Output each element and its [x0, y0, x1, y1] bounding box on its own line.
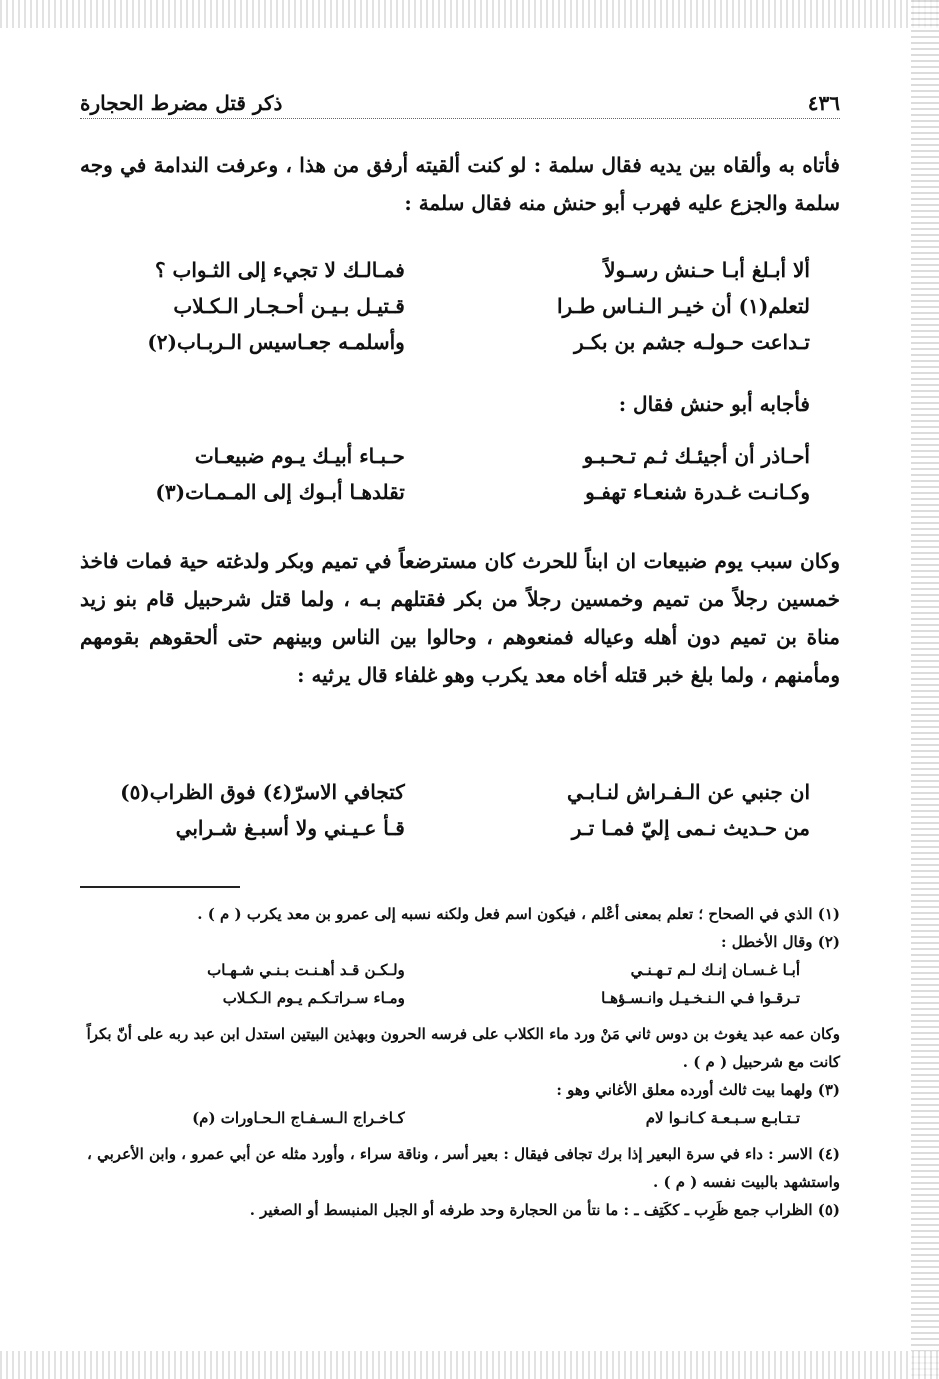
footnote-2-intro: (٢) وقال الأخطل : [720, 933, 840, 951]
decorative-border-top [0, 0, 939, 28]
hemistich-second: كتجافي الاسرّ(٤) فوق الظراب(٥) [120, 780, 405, 804]
decorative-border-bottom [0, 1351, 939, 1379]
footnote-2-note: وكان عمه عبد يغوث بن دوس ثاني مَنْ ورد ماء الكلاب على فرسه الحرون وبهذين البيتين استدل ابن عبد ربه على أنّ بكراً كانت مع شرحبيل ( م ) . [86, 1025, 840, 1071]
running-header [80, 88, 840, 119]
hemistich-first: أبـا غـسـان إنـك لـم تـهـنـي [630, 961, 800, 979]
hemistich-second: وأسلمـه جعـاسيس الـربـاب(٢) [147, 330, 405, 354]
hemistich-second: فمـالـك لا تجيء إلى الثـواب ؟ [154, 258, 405, 282]
hemistich-first: ان جنبي عن الـفـراش لنـابـي [566, 780, 810, 804]
footnote-4: (٤) الاسر : داء في سرة البعير إذا برك تجافى فيقال : بعير أسر ، وناقة سراء ، وأورد مثله عن أبي عمرو ، وابن الأعربي ، واستشهد بالبيت نفسه ( م ) . [87, 1145, 840, 1191]
footnotes [80, 900, 840, 1224]
chapter-title: ذكر قتل مضرط الحجارة [80, 91, 283, 115]
footnote-verse-line [80, 956, 840, 984]
poem-3 [80, 774, 840, 846]
hemistich-first: وكـانـت غـدرة شنعـاء تهفـو [585, 480, 810, 504]
hemistich-second: ومـاء سـراتـكـم يـوم الـكـلاب [222, 989, 405, 1007]
spacer [80, 1012, 840, 1020]
verse-line [80, 774, 840, 810]
footnote-verse-line [80, 984, 840, 1012]
verse-line [80, 474, 840, 510]
verse-line [80, 324, 840, 360]
decorative-border-right [911, 0, 939, 1379]
verse-line [80, 288, 840, 324]
hemistich-first: لتعلم(١) أن خيـر الـنـاس طـرا [556, 294, 810, 318]
poem-2 [80, 438, 840, 510]
hemistich-second: حـبـاء أبيـك يـوم ضبيعـات [194, 444, 405, 468]
page [80, 80, 840, 1290]
verse-line [80, 438, 840, 474]
paragraph-1: فأتاه به وألقاه بين يديه فقال سلمة : لو كنت ألقيته أرفق من هذا ، وعرفت الندامة في وجه سلمة والجزع عليه فهرب أبو حنش منه فقال سلمة : [80, 153, 840, 215]
footnote-5: (٥) الظراب جمع ظَرِب ـ ككَتِف ـ : ما نتأ من الحجارة وحد طرفه أو الجبل المنبسط أو الصغير . [249, 1201, 840, 1219]
hemistich-first: أحـاذر أن أجيئـك ثـم تـحـبـو [583, 444, 810, 468]
hemistich-first: تـرقـوا فـي الـنـخـيـل وانـسـؤهـا [601, 989, 800, 1007]
poem-1 [80, 252, 840, 360]
reply-intro: فأجابه أبو حنش فقال : [618, 392, 810, 416]
hemistich-second: قـتيـل بـيـن أحـجـار الـكـلاب [173, 294, 405, 318]
verse-line [80, 810, 840, 846]
footnote-1: (١) الذي في الصحاح ؛ تعلم بمعنى أعْلم ، فيكون اسم فعل ولكنه نسبه إلى عمرو بن معد يكرب ( م ) . [197, 905, 840, 923]
footnote-3-intro: (٣) ولهما بيت ثالث أورده معلق الأغاني وهو : [556, 1081, 840, 1099]
hemistich-first: تـداعت حـولـه جشم بن بكـر [574, 330, 810, 354]
hemistich-first: ألا أبـلغ أبـا حـنش رسـولاً [604, 258, 810, 282]
hemistich-second: كـاخـراج الـسـفـاج الـحـاورات (م) [192, 1109, 405, 1127]
hemistich-second: تقلدهـا أبـوك إلى المـمـات(٣) [155, 480, 405, 504]
spacer [80, 1132, 840, 1140]
footnote-verse-line [80, 1104, 840, 1132]
hemistich-first: من حـديث نـمى إليّ فمـا تـر [571, 816, 810, 840]
hemistich-second: قـأ عـيـني ولا أسبـغ شـرابي [175, 816, 405, 840]
paragraph-2: وكان سبب يوم ضبيعات ان ابناً للحرث كان مسترضعاً في تميم وبكر ولدغته حية فمات فاخذ خمسين رجلاً من تميم وخمسين رجلاً من بكر فقتلهم بـه ، ولما قتل شرحبيل قام بنو زيد مناة بن تميم دون أهله وعياله فمنعوهم ، وحالوا بين الناس وبينهم حتى ألحقوهم بقومهم ومأمنهم ، ولما بلغ خبر قتله أخاه معد يكرب وهو غلفاء قال يرثيه : [80, 549, 840, 687]
hemistich-second: ولـكـن قـد أهـنـت بـنـي شـهـاب [207, 961, 405, 979]
hemistich-first: تـتـابـع سـبـعـة كـانـوا لام [645, 1109, 800, 1127]
verse-line [80, 252, 840, 288]
footnote-separator [80, 886, 240, 888]
page-number: ٤٣٦ [807, 91, 840, 115]
